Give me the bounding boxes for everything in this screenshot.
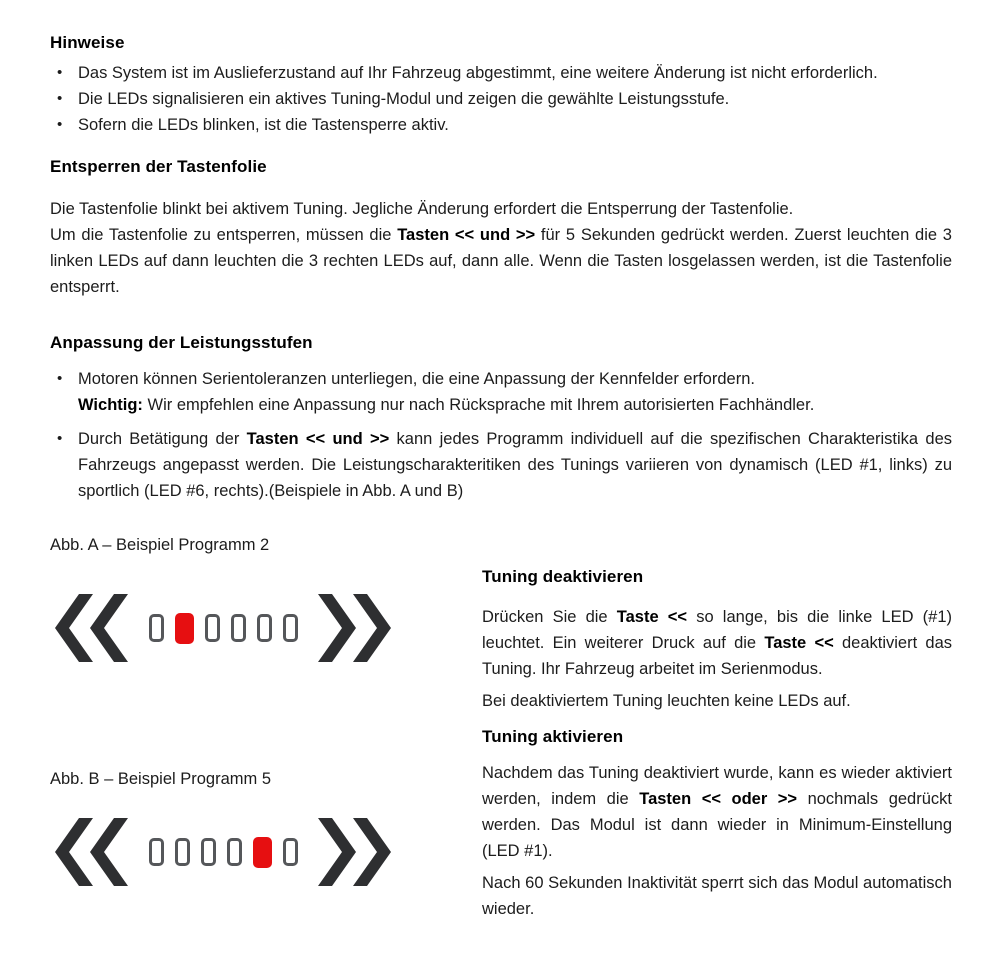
led-row [149,837,298,868]
list-item [50,112,952,138]
caption-figure-a: Abb. A – Beispiel Programm 2 [50,536,270,554]
bullet-icon: • [57,64,63,81]
figures-and-instructions-section [50,516,952,922]
figure-led-display-b [55,818,391,886]
chevron-right-double-icon [318,594,391,662]
activate-paragraph-2: Nach 60 Sekunden Inaktivität sperrt sich das Modul automatisch wieder. [482,874,952,918]
bold-keys-hint: Tasten << und >> [246,430,390,448]
list-item [50,60,952,86]
instructions-column [482,516,952,922]
bold-keys-hint: Tasten << oder >> [639,790,798,808]
deactivate-paragraph-2: Bei deaktiviertem Tuning leuchten keine LEDs auf. [482,692,851,710]
figure-led-display-a [55,594,391,662]
bold-wichtig: Wichtig: [78,396,143,414]
led-5-active [253,837,272,868]
bold-key-hint: Taste << [764,634,834,652]
text-run: Wir empfehlen eine Anpassung nur nach Rücksprache mit Ihrem autorisierten Fachhändler. [142,396,815,414]
chevron-left-double-icon [55,818,128,886]
list-item-text: Das System ist im Auslieferzustand auf Ihr Fahrzeug abgestimmt, eine weitere Änderung ist nicht erforderlich. [78,64,878,82]
led-4 [227,838,242,866]
bullet-icon: • [57,430,63,447]
text-run: für 5 Sekunden gedrückt werden. Zuerst leuchten die 3 linken LEDs auf dann leuchten die 3 rechten LEDs auf, dann alle. Wenn die Tasten losgelassen werden, ist die Tastenfolie entsperrt. [50,226,952,296]
led-5 [257,614,272,642]
bold-key-hint: Taste << [616,608,688,626]
list-item [50,86,952,112]
led-2-active [175,613,194,644]
section-title-anpassung: Anpassung der Leistungsstufen [50,333,313,352]
entsperren-paragraph-2 [50,222,952,300]
led-row [149,613,298,644]
bold-keys-hint: Tasten << und >> [397,226,536,244]
text-run: Um die Tastenfolie zu entsperren, müssen die [50,226,398,244]
text-run: Durch Betätigung der [78,430,247,448]
text-run: so lange, bis die linke LED (#1) leuchtet. Ein weiterer Druck auf die [482,608,953,652]
hinweise-list [50,60,952,138]
led-6 [283,838,298,866]
text-run: Drücken Sie die [482,608,617,626]
list-item [50,426,952,504]
activate-paragraph-1 [482,760,952,864]
list-item-text: Die LEDs signalisieren ein aktives Tuning-Modul und zeigen die gewählte Leistungsstufe. [78,90,730,108]
text-run: kann jedes Programm individuell auf die spezifischen Charakteristika des Fahrzeugs angepasst werden. Die Leistungscharakteritiken des Tunings variieren von dynamisch (LED #1, links) zu sportlich (LED #6, rechts).(Beispiele in Abb. A und B) [78,430,952,500]
anpassung-list [50,366,952,504]
bullet-icon: • [57,370,63,387]
led-1 [149,614,164,642]
section-title-hinweise: Hinweise [50,33,125,52]
led-4 [231,614,246,642]
text-run: deaktiviert das Tuning. Ihr Fahrzeug arbeitet im Serienmodus. [482,634,952,678]
entsperren-paragraph-1: Die Tastenfolie blinkt bei aktivem Tuning. Jegliche Änderung erfordert die Entsperrung der Tastenfolie. [50,200,794,218]
list-item-text [78,366,952,418]
bullet-icon: • [57,116,63,133]
led-1 [149,838,164,866]
figures-column [50,516,482,922]
list-item-text: Sofern die LEDs blinken, ist die Tastensperre aktiv. [78,116,449,134]
section-title-entsperren: Entsperren der Tastenfolie [50,157,267,176]
anpassung-b1-line1: Motoren können Serientoleranzen unterliegen, die eine Anpassung der Kennfelder erfordern. [78,370,755,388]
anpassung-b2-text [78,426,952,504]
chevron-right-double-icon [318,818,391,886]
text-run: nochmals gedrückt werden. Das Modul ist dann wieder in Minimum-Einstellung (LED #1). [482,790,952,860]
led-3 [205,614,220,642]
led-6 [283,614,298,642]
chevron-left-double-icon [55,594,128,662]
list-item [50,366,952,418]
caption-figure-b: Abb. B – Beispiel Programm 5 [50,770,272,788]
bullet-icon: • [57,90,63,107]
anpassung-b1-line2 [78,392,952,418]
led-2 [175,838,190,866]
text-run: Nachdem das Tuning deaktiviert wurde, kann es wieder aktiviert werden, indem die [482,764,952,808]
deactivate-paragraph-1 [482,604,952,682]
section-title-tuning-deaktivieren: Tuning deaktivieren [482,567,644,586]
section-title-tuning-aktivieren: Tuning aktivieren [482,727,624,746]
led-3 [201,838,216,866]
